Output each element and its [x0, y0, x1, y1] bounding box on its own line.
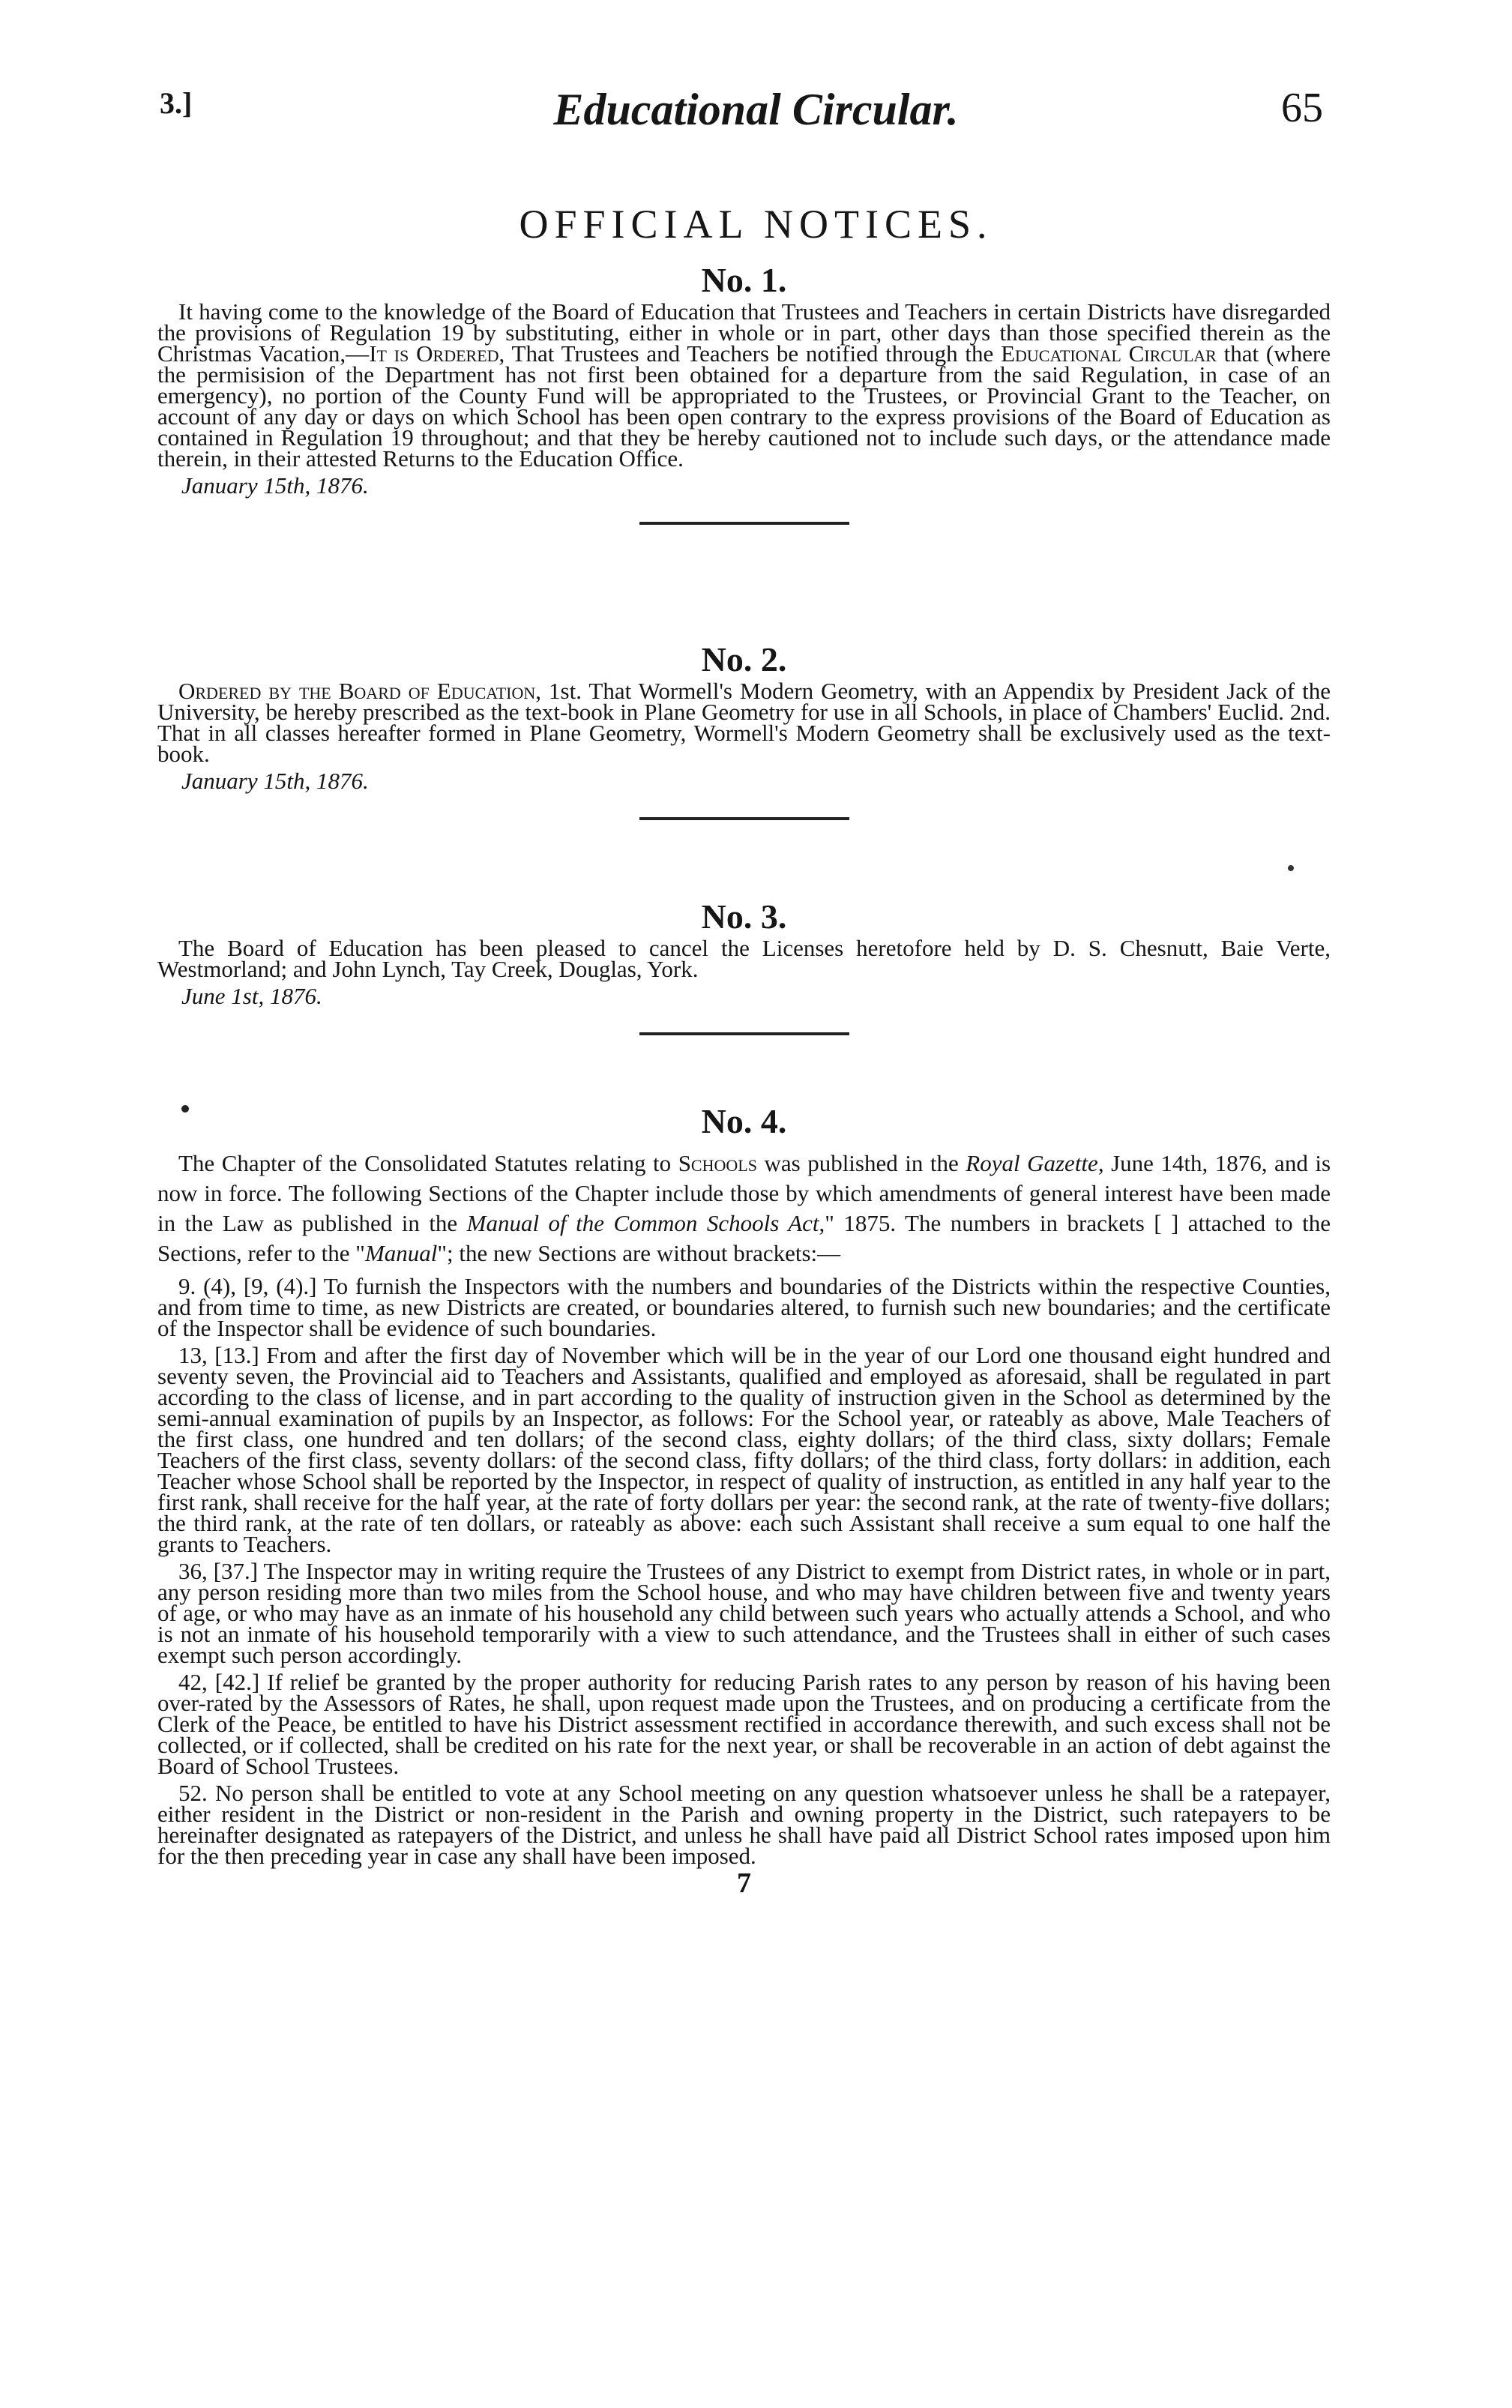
section-heading: OFFICIAL NOTICES. — [519, 202, 993, 247]
notice-3 — [157, 896, 1331, 1035]
print-speck — [181, 1105, 189, 1113]
notice-date: June 1st, 1876. — [181, 983, 322, 1009]
notice-date: January 15th, 1876. — [181, 768, 369, 794]
divider-rule — [639, 1032, 849, 1035]
notice-body: It having come to the knowledge of the Board of Education that Trustees and Teachers in certain Districts have disregarded the provisions of Regulation 19 by substituting, either in whole or in part, other days than those specified therein as the Christmas Vacation,—It is Ordered, That Trustees and Teachers be notified through the Educational Circular that (where the permisision of the Department has not first been obtained for a departure from the said Regulation, in case of an emergency), no portion of the County Fund will be appropriated to the Trustees, or Provincial Grant to the Teacher, on account of any day or days on which School has been open contrary to the express provisions of the Board of Education as contained in Regulation 19 throughout; and that they be hereby cautioned not to include such days, or the attendance made therein, in their attested Returns to the Education Office. — [157, 298, 1331, 472]
running-head — [0, 84, 1512, 144]
statute-section: 13, [13.] From and after the first day of November which will be in the year of our Lord one thousand eight hundred and seventy seven, the Provincial aid to Teachers and Assistants, qualified and employed as aforesaid, shall be regulated in part according to the class of license, and in part according to the quality of instruction given in the School as determined by the semi-annual examination of pupils by an Inspector, as follows: For the School year, or rateably as above, Male Teachers of the first class, one hundred and ten dollars; of the second class, eighty dollars; of the third class, sixty dollars; Female Teachers of the first class, seventy dollars: of the second class, fifty dollars; of the third class, forty dollars: in addition, each Teacher whose School shall be reported by the Inspector, in respect of quality of instruction, as entitled in any half year to the first rank, shall receive for the half year, at the rate of forty dollars per year: the second rank, at the rate of twenty-five dollars; the third rank, at the rate of ten dollars, or rateably as above: each such Assistant shall receive a sum equal to one half the grants to Teachers. — [157, 1342, 1331, 1557]
notice-4 — [157, 1101, 1331, 1900]
notice-intro: The Chapter of the Consolidated Statutes relating to Schools was published in the Royal Gazette, June 14th, 1876, and is now in force. The following Sections of the Chapter include those by which amendments of general interest have been made in the Law as published in the Manual of the Common Schools Act," 1875. The numbers in brackets [ ] attached to the Sections, refer to the "Manual"; the new Sections are without brackets:— — [157, 1150, 1331, 1266]
divider-rule — [639, 817, 849, 820]
statute-section: 9. (4), [9, (4).] To furnish the Inspectors with the numbers and boundaries of the Districts within the respective Counties, and from time to time, as new Districts are created, or boundaries altered, to furnish such new boundaries; and the certificate of the Inspector shall be evidence of such boundaries. — [157, 1273, 1331, 1341]
statute-section: 36, [37.] The Inspector may in writing require the Trustees of any District to exempt from District rates, in whole or in part, any person residing more than two miles from the School house, and who may have children between five and twenty years of age, or who may have as an inmate of his household any child between such years who actually attends a School, and who is not an inmate of his household temporarily with a view to such attendance, and the Trustees shall in either of such cases exempt such person accordingly. — [157, 1558, 1331, 1668]
notice-2 — [157, 639, 1331, 820]
page-number: 65 — [1281, 85, 1323, 131]
print-speck — [1288, 865, 1294, 871]
notice-body: The Board of Education has been pleased to cancel the Licenses heretofore held by D. S. Chesnutt, Baie Verte, Westmorland; and John Lynch, Tay Creek, Douglas, York. — [157, 935, 1331, 982]
notice-1 — [157, 259, 1331, 525]
divider-rule — [639, 522, 849, 525]
notice-date: January 15th, 1876. — [181, 472, 369, 499]
notice-number: No. 4. — [701, 1102, 787, 1140]
notice-number: No. 1. — [701, 261, 787, 299]
notice-number: No. 2. — [701, 640, 787, 678]
notice-body: Ordered by the Board of Education, 1st. That Wormell's Modern Geometry, with an Appendix by President Jack of the University, be hereby prescribed as the text-book in Plane Geometry for use in all Schools, in place of Chambers' Euclid. 2nd. That in all classes hereafter formed in Plane Geometry, Wormell's Modern Geometry shall be exclusively used as the text-book. — [157, 678, 1331, 767]
statute-section: 52. No person shall be entitled to vote at any School meeting on any question whatsoever unless he shall be a ratepayer, either resident in the District or non-resident in the Parish and owning property in the District, such ratepayers to be hereinafter designated as ratepayers of the District, and unless he shall have paid all District School rates imposed upon him for the then preceding year in case any shall have been imposed. — [157, 1780, 1331, 1869]
signature-mark: 7 — [737, 1867, 751, 1899]
notice-number: No. 3. — [701, 897, 787, 936]
issue-marker: 3.] — [160, 86, 193, 120]
statute-section: 42, [42.] If relief be granted by the proper authority for reducing Parish rates to any person by reason of his having been over-rated by the Assessors of Rates, he shall, upon request made upon the Trustees, and on producing a certificate from the Clerk of the Peace, be entitled to have his District assessment rectified in accordance therewith, and such excess shall not be collected, or if collected, shall be credited on his rate for the next year, or shall be recoverable in an action of debt against the Board of School Trustees. — [157, 1669, 1331, 1779]
publication-title: Educational Circular. — [553, 85, 959, 134]
